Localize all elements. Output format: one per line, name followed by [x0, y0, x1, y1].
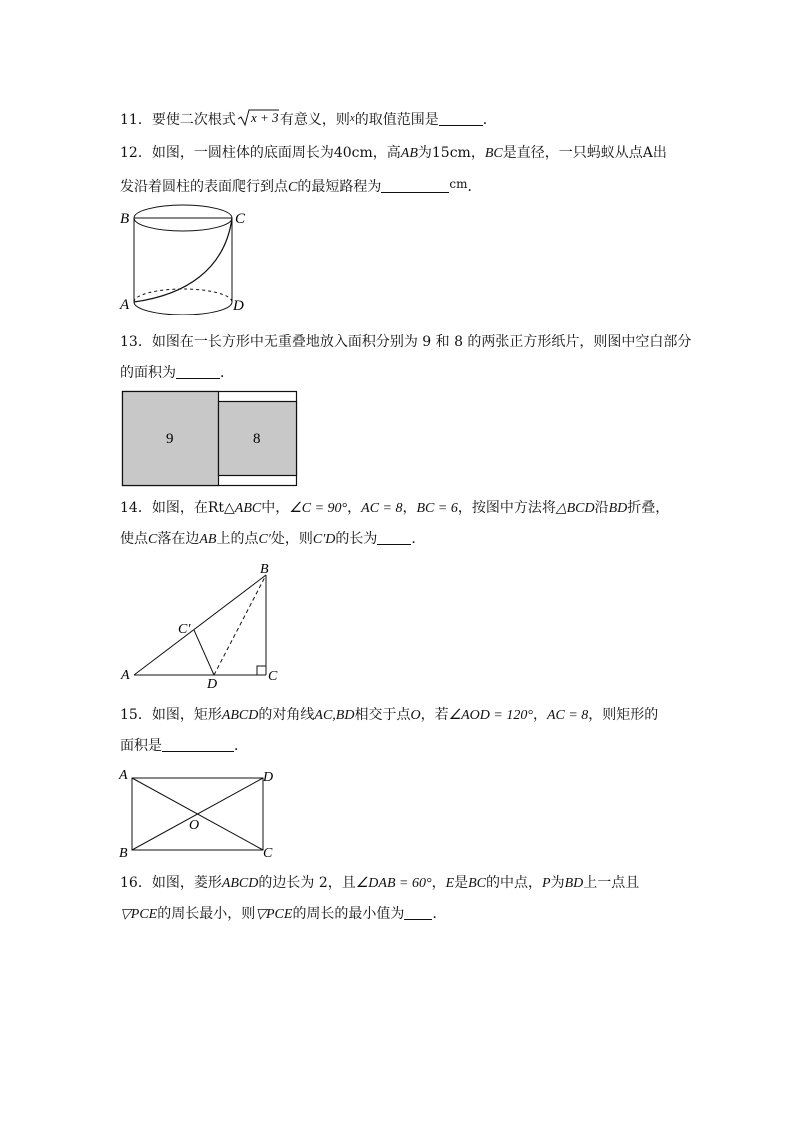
q11-end: ． [482, 112, 497, 128]
label-D: D [263, 770, 274, 785]
q14-rt: Rt△ [207, 500, 235, 516]
label-C: C [263, 846, 273, 860]
q14-text: ， [402, 500, 417, 516]
q12-text: 的最短路程为 [297, 179, 382, 195]
label-C: C [268, 669, 278, 684]
question-16-line-2 [120, 904, 446, 925]
q16-text: 的边长为 2，且 [258, 875, 356, 891]
q15-angle-aod: ∠AOD = 120° [448, 708, 533, 723]
question-15-line-2 [120, 736, 248, 756]
radical-sign-icon [236, 107, 280, 127]
label-B: B [260, 562, 269, 577]
q11-text-pre: 11．要使二次根式 [120, 112, 236, 128]
q15-ac: AC = 8 [546, 708, 589, 723]
q12-c: C [288, 180, 298, 195]
label-A: A [121, 668, 130, 683]
question-14-line-1 [120, 498, 669, 519]
q15-text: ，若 [420, 707, 449, 723]
q16-triangle-pce: ▽PCE [255, 907, 293, 922]
q16-end: ． [432, 906, 447, 922]
q12-text: 12．如图，一圆柱体的底面周长为 [120, 145, 334, 161]
q15-abcd: ABCD [221, 708, 259, 723]
q14-triangle-bcd: △BCD [555, 501, 595, 516]
q15-text: ， [532, 707, 547, 723]
q14-c: C [148, 532, 158, 547]
q14-text: 中， [261, 500, 290, 516]
question-14-line-2 [120, 529, 425, 550]
q12-text: 发沿着圆柱的表面爬行到点 [120, 179, 288, 195]
q16-triangle-pce: ▽PCE [120, 907, 158, 922]
q15-o: O [410, 708, 421, 723]
sqrt-expression [236, 107, 280, 133]
q16-text: 上一点且 [583, 875, 640, 891]
q16-bd: BD [564, 876, 584, 891]
q12-bc: BC [484, 146, 503, 161]
q14-angle-c: ∠C = 90° [289, 501, 348, 516]
q16-text: 的周长的最小值为 [292, 906, 405, 922]
q14-text: 处，则 [270, 531, 313, 547]
q12-end: ． [467, 179, 482, 195]
q11-text-mid: 有意义，则 [279, 112, 350, 128]
q13-text: 的面积为 [120, 365, 176, 381]
q12-text: 是直径，一只蚂蚁从点A出 [502, 145, 667, 161]
q14-text: ，按图中方法将 [457, 500, 556, 516]
q16-answer-blank[interactable] [404, 905, 432, 920]
q11-variable: x [349, 112, 355, 124]
q14-ab: AB [199, 532, 217, 547]
label-8: 8 [253, 431, 261, 447]
q16-e: E [445, 876, 455, 891]
q13-text: 13．如图在一长方形中无重叠地放入面积分别为 9 和 8 的两张正方形纸片，则图中空白部分 [120, 334, 692, 350]
question-12-line-1 [120, 143, 667, 164]
label-B: B [120, 211, 130, 227]
label-D: D [207, 677, 218, 690]
q15-end: ． [234, 738, 248, 754]
q14-abc: ABC [234, 501, 262, 516]
label-C: C [235, 211, 246, 227]
q16-bc: BC [468, 876, 487, 891]
q14-ac: AC = 8 [361, 501, 403, 516]
q14-end: ． [411, 531, 426, 547]
q15-text: 相交于点 [354, 707, 411, 723]
q15-answer-blank[interactable] [162, 737, 234, 752]
q16-angle-dab: ∠DAB = 60° [355, 876, 432, 891]
q16-text: 为 [550, 875, 565, 891]
q14-text: 14．如图，在 [120, 500, 208, 516]
q11-answer-blank[interactable] [439, 111, 483, 126]
q12-text: 为 [417, 145, 432, 161]
label-D: D [233, 298, 244, 314]
right-angle-mark [257, 666, 266, 675]
question-16-line-1 [120, 873, 639, 894]
segment-c-prime-d [194, 630, 214, 675]
q12-text: ，高 [372, 145, 401, 161]
label-A: A [119, 768, 128, 783]
q15-text: 的对角线 [258, 707, 315, 723]
q14-answer-blank[interactable] [377, 530, 411, 545]
q16-text: 的周长最小，则 [157, 906, 256, 922]
q14-text: ， [347, 500, 362, 516]
q16-text: 的中点， [486, 875, 543, 891]
q14-c-prime: C′ [258, 532, 271, 547]
q14-text: 折叠， [627, 500, 670, 516]
q14-c-prime-d: C′D [312, 532, 336, 547]
cylinder-figure [115, 200, 255, 315]
q15-text: 15．如图，矩形 [120, 707, 222, 723]
q12-ab: AB [400, 146, 418, 161]
fold-line-bd-dashed [214, 575, 266, 675]
label-O: O [189, 818, 200, 833]
q14-bd: BD [608, 501, 628, 516]
q14-text: 落在边 [157, 531, 200, 547]
q14-bc: BC = 6 [416, 501, 458, 516]
question-13-line-2 [120, 363, 234, 383]
side-ab [134, 575, 266, 675]
q13-end: ． [220, 365, 234, 381]
q12-height: 15cm [431, 145, 471, 161]
q13-answer-blank[interactable] [176, 364, 220, 379]
rectangle-diagonals-figure [115, 765, 285, 860]
q11-radicand: x + 3 [250, 110, 279, 125]
label-C-prime: C′ [178, 622, 191, 637]
q15-diagonals: AC,BD [314, 708, 355, 723]
question-15-line-1 [120, 705, 658, 726]
q16-abcd: ABCD [221, 876, 259, 891]
question-13-line-1 [120, 332, 691, 352]
q16-p: P [542, 876, 551, 891]
q14-text: 的长为 [335, 531, 378, 547]
bottom-back-arc-dashed [134, 289, 232, 302]
q12-text: ， [470, 145, 485, 161]
q16-text: 16．如图，菱形 [120, 875, 222, 891]
folded-triangle-figure [118, 560, 288, 690]
question-12-line-2 [120, 174, 481, 198]
q14-text: 沿 [594, 500, 609, 516]
q16-text: 是 [454, 875, 469, 891]
q14-text: 使点 [120, 531, 148, 547]
label-9: 9 [166, 431, 174, 447]
q15-text: ，则矩形的 [588, 707, 659, 723]
q12-answer-blank[interactable] [381, 178, 449, 193]
q15-text: 面积是 [120, 738, 162, 754]
q16-text: ， [431, 875, 446, 891]
label-A: A [120, 297, 130, 313]
question-11 [120, 107, 497, 133]
rectangle-squares-figure [120, 389, 300, 489]
q14-text: 上的点 [216, 531, 259, 547]
q11-text-post: 的取值范围是 [354, 112, 439, 128]
q12-unit: cm [449, 177, 468, 191]
q12-circumference: 40cm [333, 145, 373, 161]
bottom-front-arc [134, 302, 232, 315]
label-B: B [119, 846, 128, 860]
